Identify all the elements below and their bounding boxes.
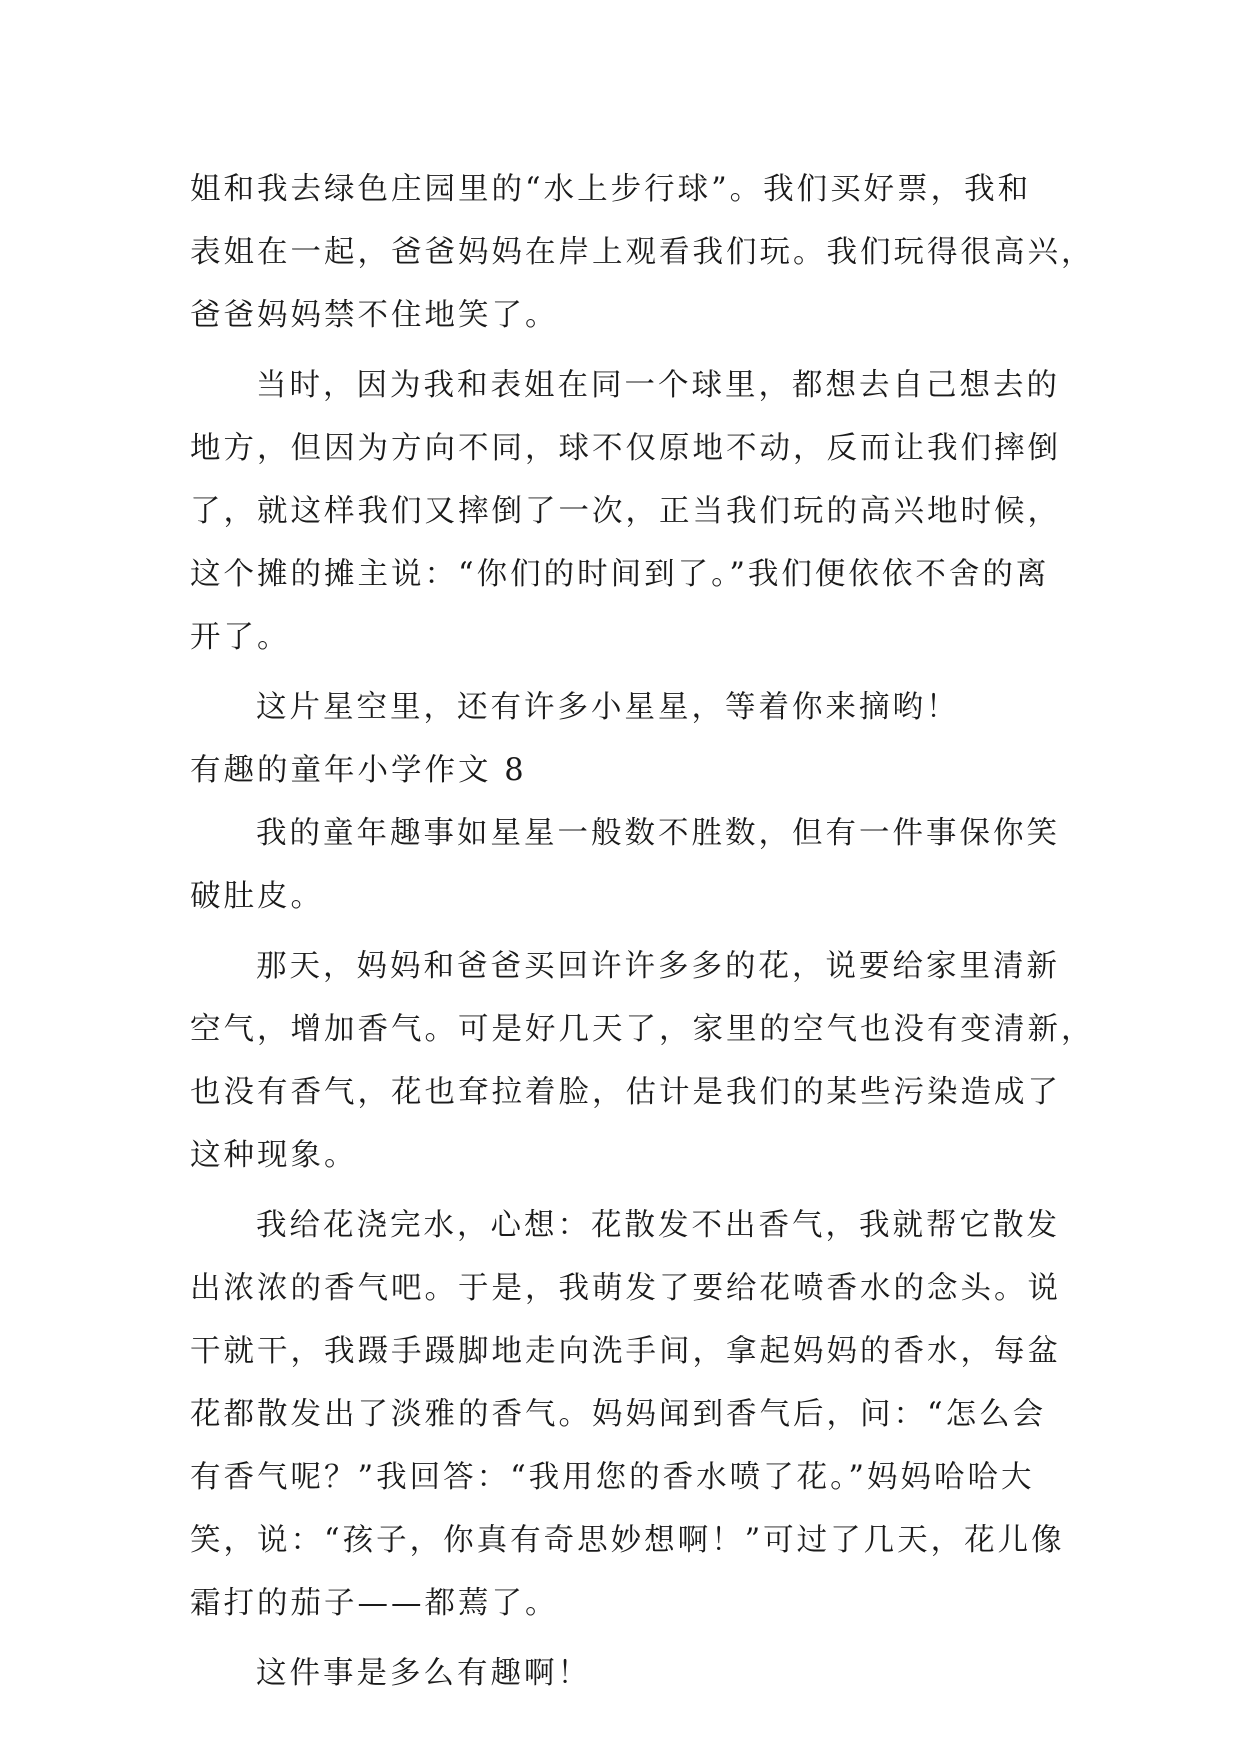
text-line: 霜打的茄子——都蔫了。 [190,1586,559,1621]
text-line: 那天，妈妈和爸爸买回许许多多的花，说要给家里清新 [256,949,1060,984]
text-line: 干就干，我蹑手蹑脚地走向洗手间，拿起妈妈的香水，每盆 [190,1334,1061,1369]
text-line: 当时，因为我和表姐在同一个球里，都想去自己想去的 [256,368,1060,403]
text-line: 空气，增加香气。可是好几天了，家里的空气也没有变清新， [190,1012,1095,1047]
text-line: 花都散发出了淡雅的香气。妈妈闻到香气后，问：“怎么会 [190,1397,1047,1432]
text-line: 这个摊的摊主说：“你们的时间到了。”我们便依依不舍的离 [190,557,1050,592]
paragraph-3 [190,676,1050,739]
text-line: 这件事是多么有趣啊！ [256,1656,591,1691]
text-line: 表姐在一起，爸爸妈妈在岸上观看我们玩。我们玩得很高兴， [190,235,1095,270]
text-line: 有香气呢？”我回答：“我用您的香水喷了花。”妈妈哈哈大 [190,1460,1035,1495]
text-line: 地方，但因为方向不同，球不仅原地不动，反而让我们摔倒 [190,431,1061,466]
text-line: 姐和我去绿色庄园里的“水上步行球”。我们买好票，我和 [190,172,1032,207]
text-line: 破肚皮。 [190,879,324,914]
paragraph-1 [190,158,1095,347]
text-line: 我的童年趣事如星星一般数不胜数，但有一件事保你笑 [256,816,1060,851]
text-line: 这种现象。 [190,1138,358,1173]
text-line: 出浓浓的香气吧。于是，我萌发了要给花喷香水的念头。说 [190,1271,1061,1306]
text-line: 这片星空里，还有许多小星星，等着你来摘哟！ [256,690,960,725]
section-heading: 有趣的童年小学作文 8 [190,753,527,788]
document-page [190,158,1095,1705]
paragraph-5 [190,935,1095,1187]
paragraph-7 [190,1642,1050,1705]
text-line: 爸爸妈妈禁不住地笑了。 [190,298,559,333]
text-line: 笑，说：“孩子，你真有奇思妙想啊！”可过了几天，花儿像 [190,1523,1065,1558]
text-line: 我给花浇完水，心想：花散发不出香气，我就帮它散发 [256,1208,1060,1243]
text-line: 开了。 [190,620,291,655]
text-line: 也没有香气，花也耷拉着脸，估计是我们的某些污染造成了 [190,1075,1061,1110]
text-line: 了，就这样我们又摔倒了一次，正当我们玩的高兴地时候， [190,494,1061,529]
paragraph-2 [190,354,1061,669]
paragraph-6 [190,1194,1065,1635]
paragraph-4 [190,802,1060,928]
